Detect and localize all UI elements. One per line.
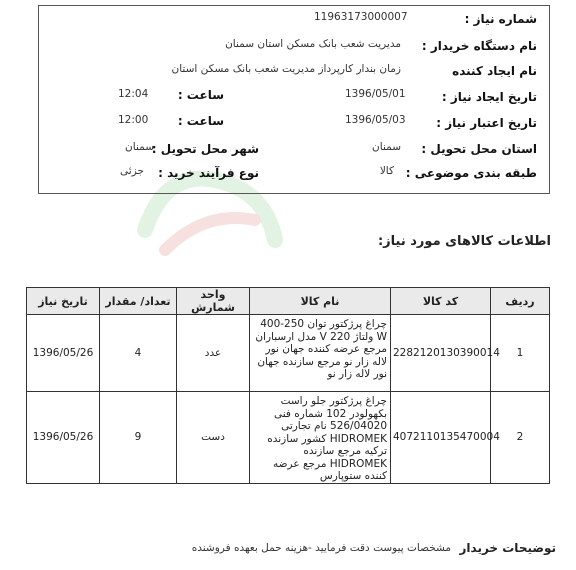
cell-date: 1396/05/26 [27,315,100,392]
col-header-code: کد کالا [391,288,491,315]
delivery-city-label: شهر محل تحویل : [151,142,259,156]
created-date-label: تاریخ ایجاد نیاز : [441,90,537,104]
creator-label: نام ایجاد کننده [452,64,537,78]
buyer-notes-value: مشخصات پیوست دقت فرمایید -هزینه حمل بعهده فروشنده [191,542,451,554]
col-header-name: نام کالا [250,288,391,315]
delivery-city-value: سمنان [125,141,154,153]
table-row [27,392,550,484]
cell-qty: 9 [100,392,177,484]
delivery-province-label: استان محل تحویل : [421,142,537,156]
cell-name: چراغ پرژکتور جلو راست بکهولودر 102 شماره فنی 526/04020 نام تجارتی HIDROMEK کشور سازنده ترکیه مرجع سازنده HIDROMEK مرجع عرضه کننده ستوپارس [250,392,391,484]
valid-time-label: ساعت : [177,114,224,128]
col-header-unit: واحد شمارش [177,288,250,315]
table-row [27,315,550,392]
cell-date: 1396/05/26 [27,392,100,484]
cell-code: 4072110135470004 [391,392,491,484]
buyer-org-label: نام دستگاه خریدار : [421,39,537,53]
section-title: اطلاعات کالاهای مورد نیاز: [377,234,551,249]
valid-date-label: تاریخ اعتبار نیاز : [436,116,537,130]
created-time-label: ساعت : [177,88,224,102]
col-header-row-number: ردیف [491,288,550,315]
need-number-value: 11963173000007 [314,11,408,23]
need-info-box [38,5,550,194]
created-time-value: 12:04 [118,88,149,100]
delivery-province-value: سمنان [372,141,401,153]
cell-name: چراغ پرژکتور توان 250-400 W ولتاژ 220 V مدل ارسباران مرجع عرضه کننده جهان نور لاله زار نو مرجع سازنده جهان نور لاله زار نو [250,315,391,392]
cell-row-number: 1 [491,315,550,392]
cell-qty: 4 [100,315,177,392]
valid-time-value: 12:00 [118,114,149,126]
created-date-value: 1396/05/01 [345,88,406,100]
category-label: طبقه بندی موضوعی : [405,166,537,180]
need-number-label: شماره نیاز : [464,12,537,26]
table-header-row [27,288,550,315]
buyer-notes-label: توضیحات خریدار [459,541,556,555]
col-header-date: تاریخ نیاز [27,288,100,315]
category-value: کالا [379,165,394,177]
cell-unit: عدد [177,315,250,392]
valid-date-value: 1396/05/03 [345,114,406,126]
cell-unit: دست [177,392,250,484]
cell-row-number: 2 [491,392,550,484]
process-value: جزئی [120,165,144,177]
items-table [26,287,550,484]
process-label: نوع فرآیند خرید : [158,166,259,180]
cell-code: 2282120130390014 [391,315,491,392]
creator-value: زمان بندار کارپرداز مدیریت شعب بانک مسکن استان [171,63,401,75]
col-header-qty: تعداد/ مقدار [100,288,177,315]
buyer-org-value: مدیریت شعب بانک مسکن استان سمنان [225,38,401,50]
